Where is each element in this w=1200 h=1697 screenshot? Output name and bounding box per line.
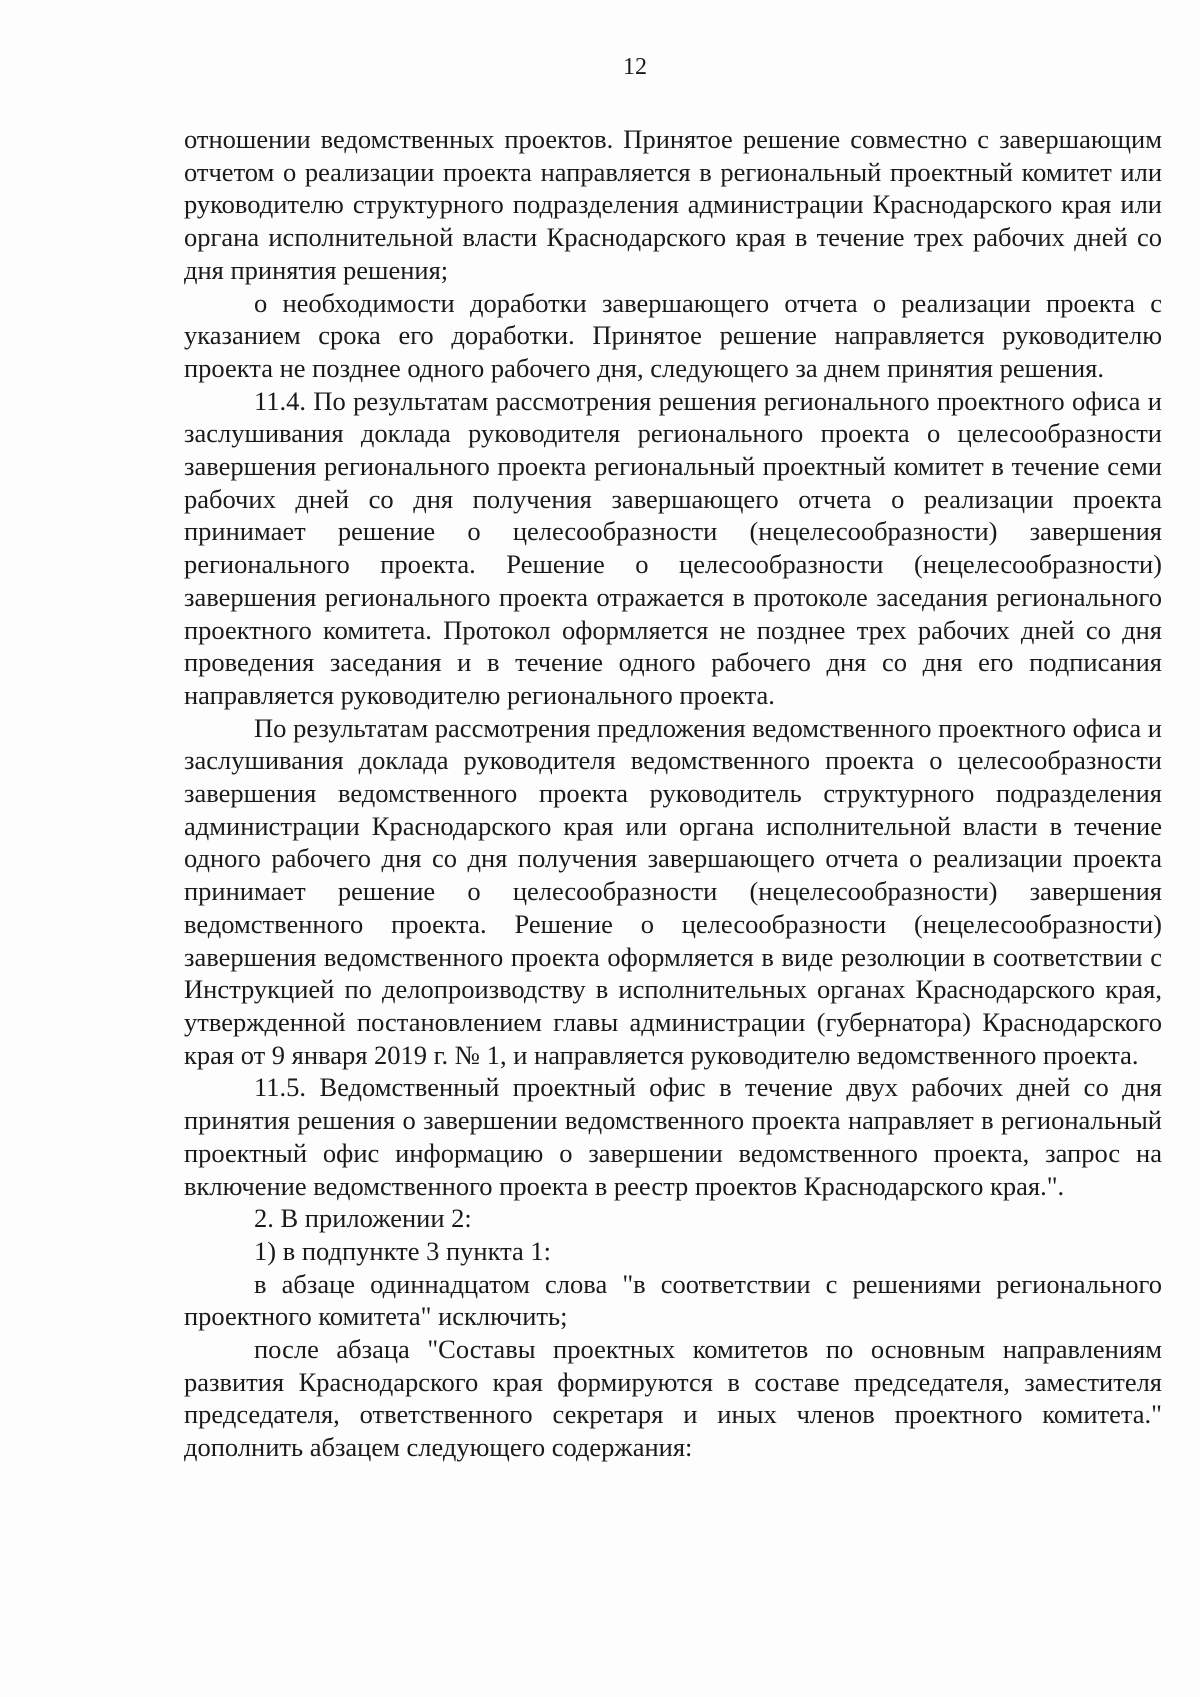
paragraph: 2. В приложении 2: (254, 1203, 472, 1234)
paragraph: 11.4. По результатам рассмотрения решения регионального проектного офиса и заслушивания доклада руководителя регионального проекта о целесообразности завершения регионального проекта региональный проектный комитет в течение семи рабочих дней со дня получения завершающего отчета о реализации проекта принимает решение о целесообразности (нецелесообразности) завершения регионального проекта. Решение о целесообразности (нецелесообразности) завершения регионального проекта отражается в протоколе заседания регионального проектного комитета. Протокол оформляется не позднее трех рабочих дней со дня проведения заседания и в течение одного рабочего дня со дня его подписания направляется руководителю регионального проекта. (184, 385, 1162, 710)
page-number: 12 (623, 54, 647, 80)
paragraph: после абзаца "Составы проектных комитетов по основным направлениям развития Краснодарского края формируются в составе председателя, заместителя председателя, ответственного секретаря и иных членов проектного комитета." дополнить абзацем следующего содержания: (184, 1334, 1162, 1463)
document-body (184, 123, 1162, 1464)
paragraph: 1) в подпункте 3 пункта 1: (254, 1235, 552, 1266)
paragraph: о необходимости доработки завершающего отчета о реализации проекта с указанием срока его доработки. Принятое решение направляется руководителю проекта не позднее одного рабочего дня, следующего за днем принятия решения. (184, 287, 1162, 383)
paragraph: отношении ведомственных проектов. Принятое решение совместно с завершающим отчетом о реализации проекта направляется в региональный проектный комитет или руководителю структурного подразделения администрации Краснодарского края или органа исполнительной власти Краснодарского края в течение трех рабочих дней со дня принятия решения; (184, 124, 1162, 285)
paragraph: в абзаце одиннадцатом слова "в соответствии с решениями регионального проектного комитета" исключить; (184, 1268, 1162, 1332)
paragraph: 11.5. Ведомственный проектный офис в течение двух рабочих дней со дня принятия решения о завершении ведомственного проекта направляет в региональный проектный офис информацию о завершении ведомственного проекта, запрос на включение ведомственного проекта в реестр проектов Краснодарского края.". (184, 1072, 1162, 1201)
paragraph: По результатам рассмотрения предложения ведомственного проектного офиса и заслушивания доклада руководителя ведомственного проекта о целесообразности завершения ведомственного проекта руководитель структурного подразделения администрации Краснодарского края или органа исполнительной власти в течение одного рабочего дня со дня получения завершающего отчета о реализации проекта принимает решение о целесообразности (нецелесообразности) завершения ведомственного проекта. Решение о целесообразности (нецелесообразности) завершения ведомственного проекта оформляется в виде резолюции в соответствии с Инструкцией по делопроизводству в исполнительных органах Краснодарского края, утвержденной постановлением главы администрации (губернатора) Краснодарского края от 9 января 2019 г. № 1, и направляется руководителю ведомственного проекта. (184, 712, 1162, 1070)
